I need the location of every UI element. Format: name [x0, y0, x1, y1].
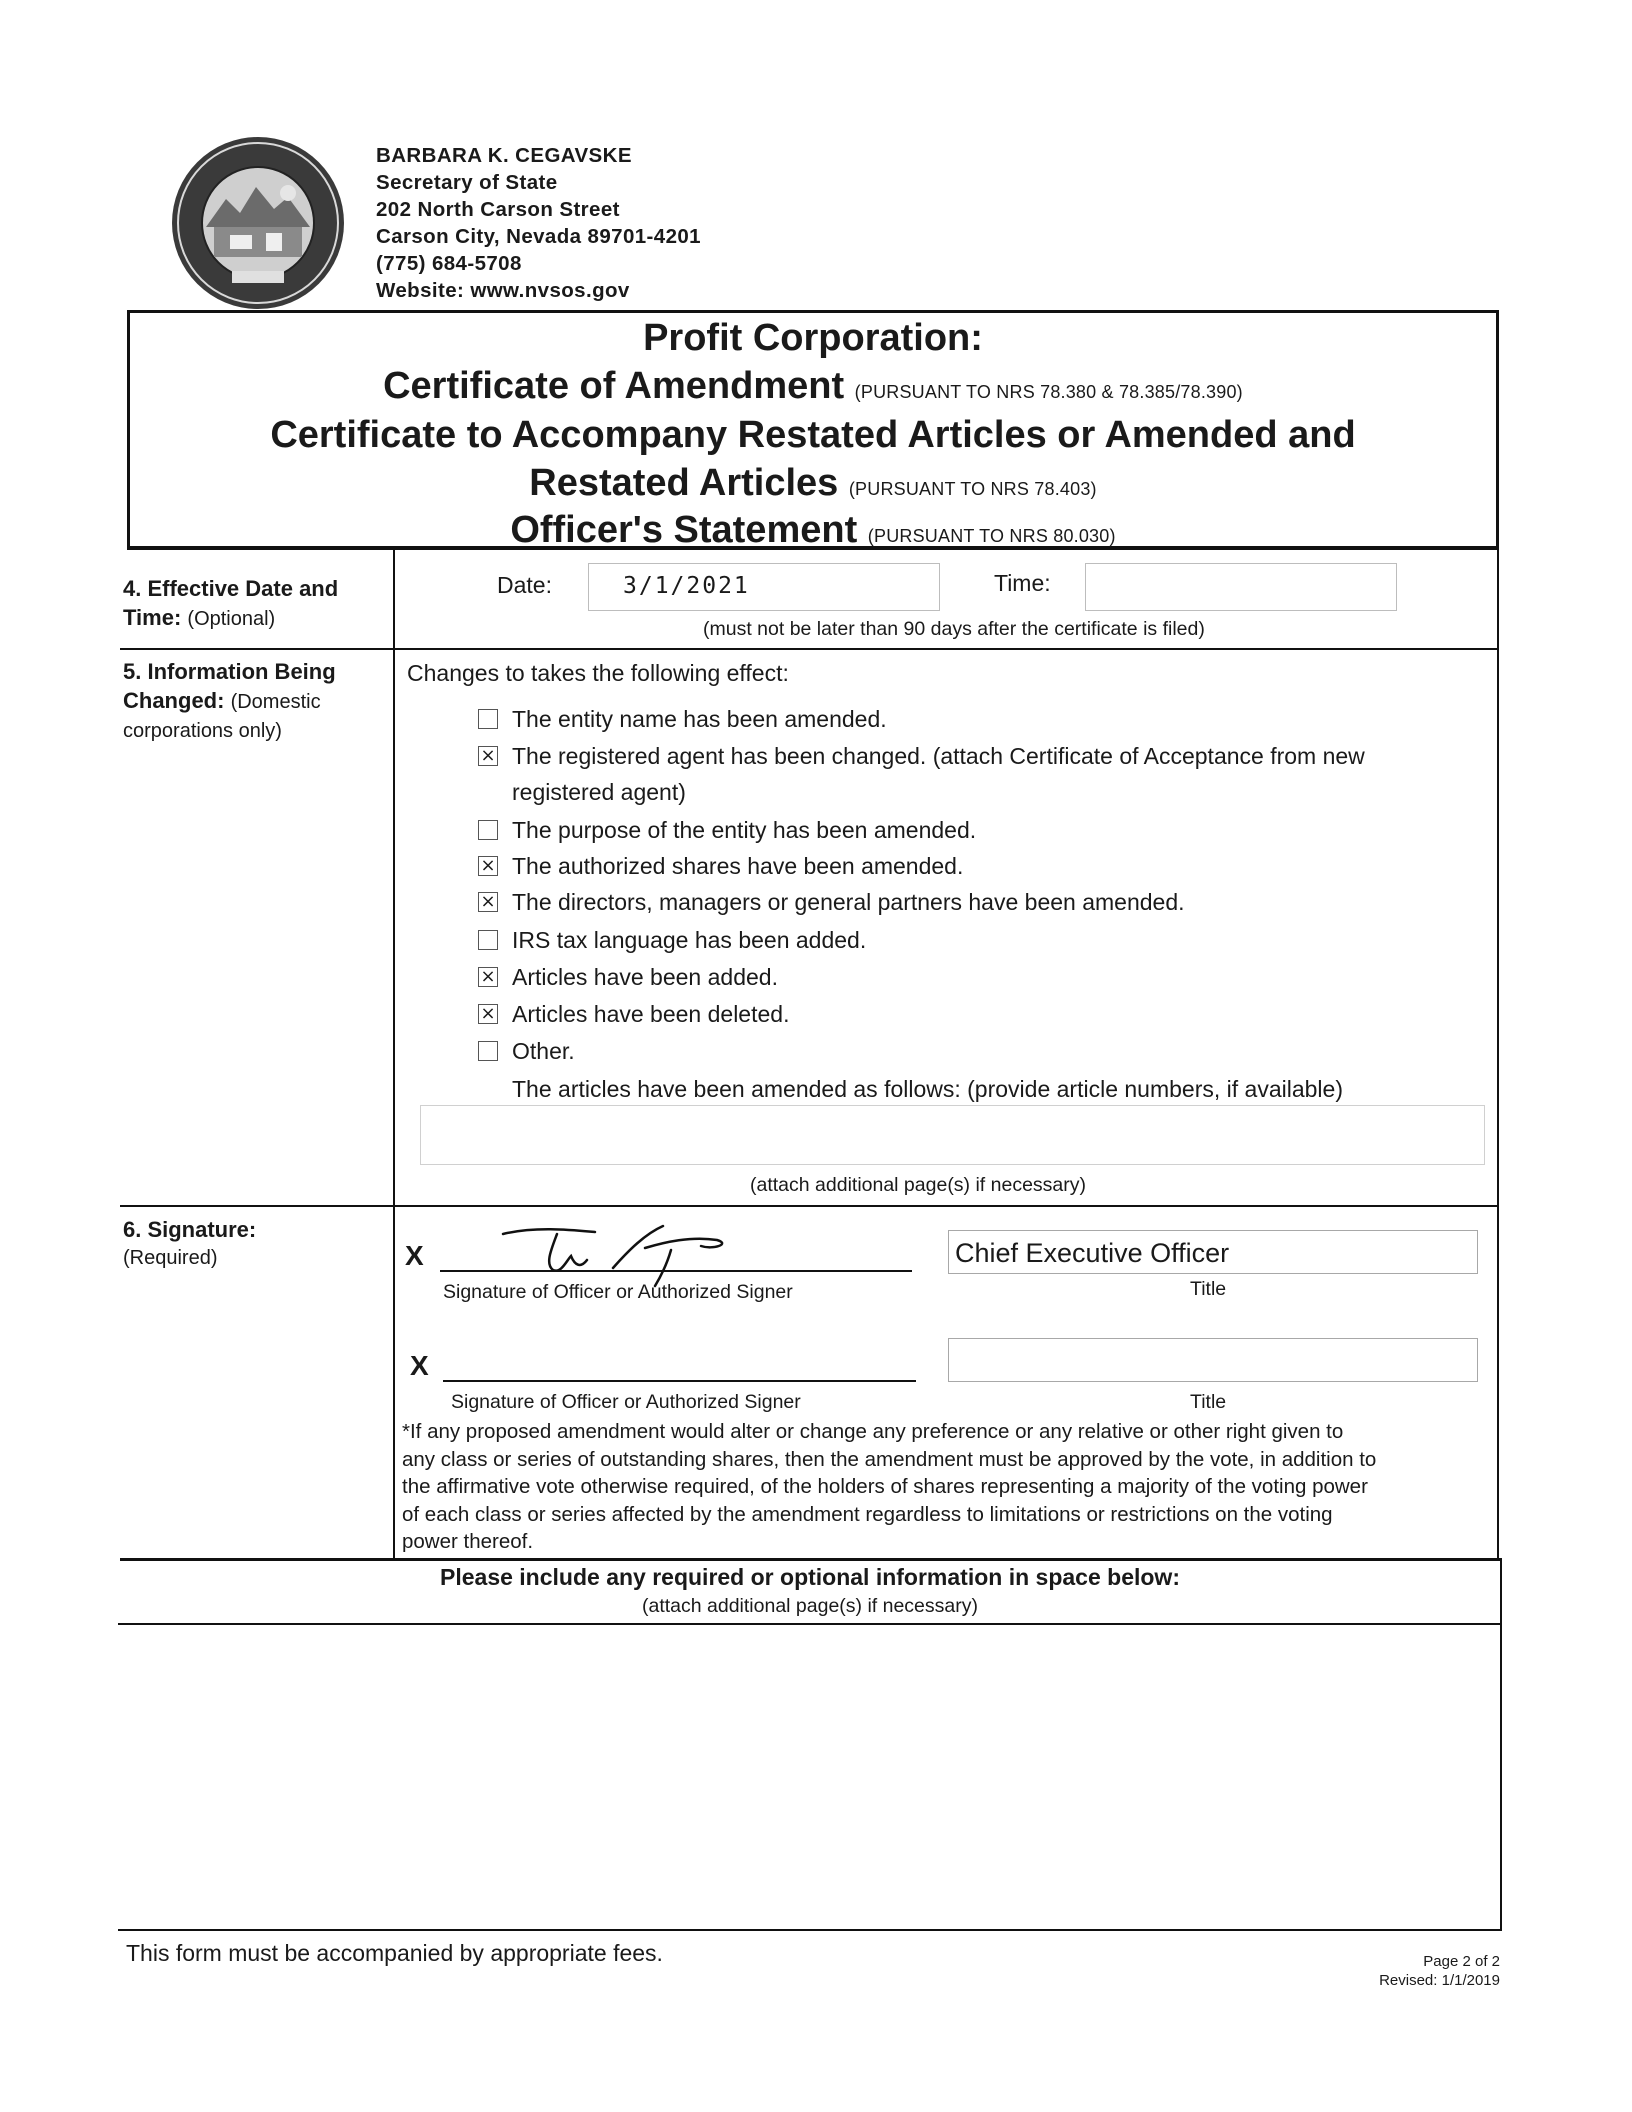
- checkbox-x-mark: ×: [480, 966, 496, 987]
- option-label: The purpose of the entity has been amended.: [512, 817, 977, 843]
- extra-info-sub: (attach additional page(s) if necessary): [641, 1595, 978, 1617]
- option-label: Articles have been added.: [512, 964, 778, 990]
- revised-date: Revised: 1/1/2019: [1379, 1972, 1500, 1989]
- signer-caption-2: Signature of Officer or Authorized Signer: [451, 1391, 801, 1413]
- section6-label: 6. Signature: (Required): [123, 1217, 257, 1269]
- extra-info-area[interactable]: [120, 1626, 1498, 1926]
- row-divider-6-extra: [120, 1558, 1501, 1561]
- header-address-block: [376, 142, 701, 304]
- option-label: The directors, managers or general partners have been amended.: [512, 889, 1185, 915]
- option-checkbox[interactable]: [478, 746, 498, 766]
- option-label: The authorized shares have been amended.: [512, 853, 964, 879]
- amended-note: The articles have been amended as follows: (provide article numbers, if available): [512, 1076, 1343, 1102]
- title-value-1: Chief Executive Officer: [955, 1238, 1230, 1268]
- column-divider: [393, 550, 395, 1560]
- extra-bottom-border: [118, 1929, 1502, 1931]
- phone-number: (775) 684-5708: [376, 252, 522, 275]
- option-checkbox[interactable]: [478, 930, 498, 950]
- signer-caption-1: Signature of Officer or Authorized Signer: [443, 1281, 793, 1303]
- option-checkbox[interactable]: [478, 709, 498, 729]
- option-label: Other.: [512, 1038, 575, 1064]
- office-title: Secretary of State: [376, 171, 558, 194]
- time-label: Time:: [994, 570, 1051, 596]
- title-line-4: Restated Articles (PURSUANT TO NRS 78.403): [529, 462, 1097, 504]
- fees-note: This form must be accompanied by appropriate fees.: [126, 1940, 663, 1966]
- row-divider-5-6: [120, 1205, 1499, 1207]
- section5-label: 5. Information Being Changed: (Domestic corporations only): [123, 659, 336, 742]
- option-label: IRS tax language has been added.: [512, 927, 867, 953]
- page-number: Page 2 of 2: [1423, 1953, 1500, 1970]
- title-field-1[interactable]: [948, 1230, 1478, 1274]
- handwritten-signature: [495, 1220, 775, 1290]
- option-checkbox[interactable]: [478, 892, 498, 912]
- effective-date-field[interactable]: [588, 563, 940, 611]
- amendment-footnote: *If any proposed amendment would alter or change any preference or any relative or other right given to any class or series of outstanding shares, then the amendment must be approved by the vote, in addition to the affirmative vote otherwise required, of the holders of shares representing a majority of the voting power of each class or series affected by the amendment regardless to limitations or restrictions on the voting power thereof.: [402, 1420, 1377, 1553]
- street-address: 202 North Carson Street: [376, 198, 620, 221]
- checkbox-x-mark: ×: [480, 1003, 496, 1024]
- extra-info-heading: Please include any required or optional information in space below:: [440, 1564, 1180, 1590]
- option-label: The registered agent has been changed. (attach Certificate of Acceptance from new: [512, 743, 1365, 769]
- signature-x-1: X: [405, 1240, 424, 1271]
- title-line-2: Certificate of Amendment (PURSUANT TO NRS 78.380 & 78.385/78.390): [383, 365, 1243, 407]
- city-address: Carson City, Nevada 89701-4201: [376, 225, 701, 248]
- extra-heading-divider: [118, 1623, 1502, 1625]
- secretary-name: BARBARA K. CEGAVSKE: [376, 144, 632, 167]
- option-checkbox[interactable]: [478, 1004, 498, 1024]
- effective-time-field[interactable]: [1085, 563, 1397, 611]
- option-checkbox[interactable]: [478, 967, 498, 987]
- page-info: [1300, 1952, 1500, 1990]
- title-line-3: Certificate to Accompany Restated Articles or Amended and: [270, 414, 1356, 456]
- title-field-2[interactable]: [948, 1338, 1478, 1382]
- title-caption-2: Title: [1190, 1391, 1227, 1413]
- option-label: The entity name has been amended.: [512, 706, 887, 732]
- option-checkbox[interactable]: [478, 820, 498, 840]
- option-label-continued: registered agent): [512, 779, 686, 805]
- title-caption-1: Title: [1190, 1278, 1227, 1300]
- option-checkbox[interactable]: [478, 1041, 498, 1061]
- state-seal-logo: [170, 135, 346, 311]
- date-label: Date:: [497, 572, 552, 598]
- right-border: [1497, 550, 1499, 1560]
- section4-label: 4. Effective Date and Time: (Optional): [123, 576, 339, 630]
- signature-line-2[interactable]: [443, 1380, 916, 1382]
- signature-x-2: X: [410, 1350, 429, 1381]
- date-note: (must not be later than 90 days after the certificate is filed): [703, 618, 1205, 640]
- title-line-1: Profit Corporation:: [643, 317, 983, 359]
- attach-note: (attach additional page(s) if necessary): [750, 1174, 1087, 1196]
- changes-intro: Changes to takes the following effect:: [407, 660, 789, 686]
- checkbox-x-mark: ×: [480, 891, 496, 912]
- website: Website: www.nvsos.gov: [376, 279, 630, 302]
- amendment-text-area[interactable]: [420, 1105, 1485, 1165]
- row-divider-4-5: [120, 648, 1499, 650]
- option-label: Articles have been deleted.: [512, 1001, 790, 1027]
- title-line-5: Officer's Statement (PURSUANT TO NRS 80.030): [510, 509, 1116, 551]
- form-title-box: [127, 310, 1499, 550]
- effective-date-value: 3/1/2021: [623, 573, 750, 599]
- option-checkbox[interactable]: [478, 856, 498, 876]
- checkbox-x-mark: ×: [480, 855, 496, 876]
- checkbox-x-mark: ×: [480, 745, 496, 766]
